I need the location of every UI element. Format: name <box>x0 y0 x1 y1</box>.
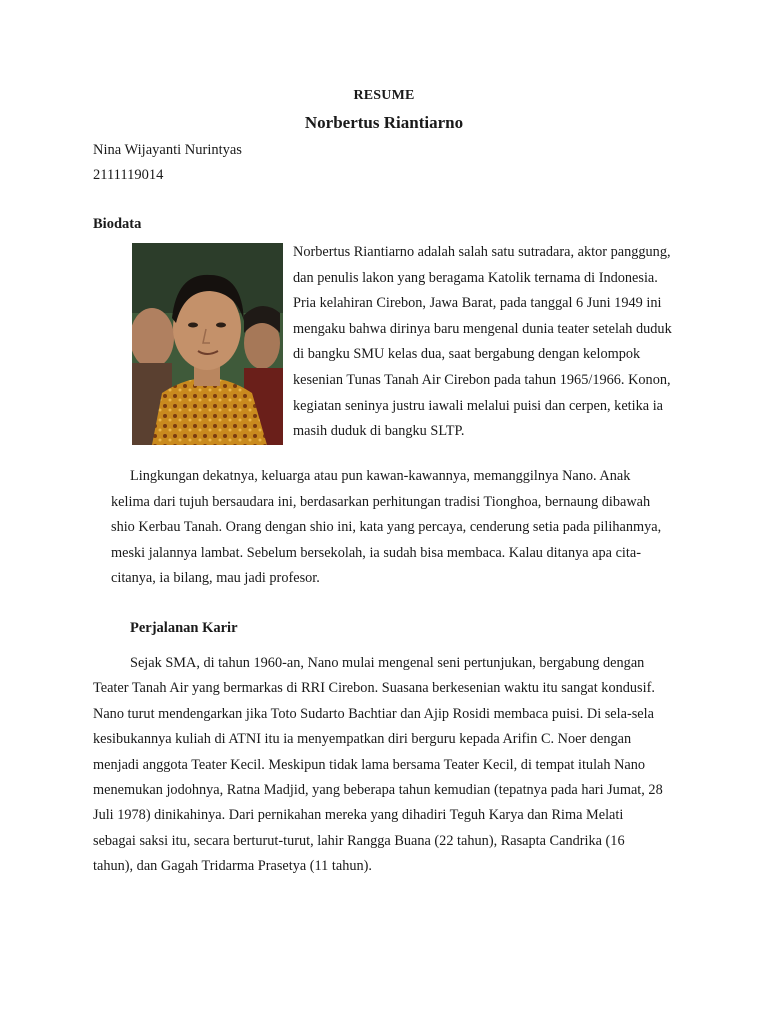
author-name: Nina Wijayanti Nurintyas <box>93 142 242 158</box>
biodata-paragraph-2: Lingkungan dekatnya, keluarga atau pun kawan-kawannya, memanggilnya Nano. Anak kelima dari tujuh bersaudara ini, berdasarkan perhitungan tradisi Tionghoa, bernaung dibawah shio Kerbau Tanah. Orang dengan shio ini, kata yang percaya, cenderung setia pada pilihanmya, meski jalannya lambat. Sebelum bersekolah, ia sudah bisa membaca. Kalau ditanya apa cita-citanya, ia bilang, mau jadi profesor. <box>111 468 662 587</box>
document-title: RESUME <box>353 88 415 103</box>
document-subtitle: Norbertus Riantiarno <box>304 113 464 132</box>
biodata-heading: Biodata <box>93 216 142 232</box>
biodata-paragraph-1: Norbertus Riantiarno adalah salah satu sutradara, aktor panggung, dan penulis lakon yang beragama Katolik ternama di Indonesia. Pria kelahiran Cirebon, Jawa Barat, pada tanggal 6 Juni 1949 ini mengaku bahwa dirinya baru mengenal dunia teater setelah duduk di bangku SMU kelas dua, saat bergabung dengan kelompok kesenian Tunas Tanah Air Cirebon pada tahun 1965/1966. Konon, kegiatan seninya justru iawali melalui puisi dan cerpen, ketika ia masih duduk di bangku SLTP. <box>293 244 672 440</box>
portrait-photo <box>132 243 283 445</box>
student-id: 2111119014 <box>93 167 164 183</box>
karir-heading: Perjalanan Karir <box>130 620 238 636</box>
karir-paragraph-1: Sejak SMA, di tahun 1960-an, Nano mulai mengenal seni pertunjukan, bergabung dengan Teater Tanah Air yang bermarkas di RRI Cirebon. Suasana berkesenian waktu itu sangat kondusif. Nano turut mendengarkan jika Toto Sudarto Bachtiar dan Ajip Rosidi membaca puisi. Di sela-sela kesibukannya kuliah di ATNI itu ia menyempatkan diri berguru kepada Arifin C. Noer dengan menjadi anggota Teater Kecil. Meskipun tidak lama bersama Teater Kecil, di tempat itulah Nano menemukan jodohnya, Ratna Madjid, yang beberapa tahun kemudian (tepatnya pada hari Jumat, 28 Juli 1978) dinikahinya. Dari pernikahan mereka yang dihadiri Teguh Karya dan Rima Melati sebagai saksi itu, secara berturut-turut, lahir Rangga Buana (22 tahun), Rasapta Candrika (16 tahun), dan Gagah Tridarma Prasetya (11 tahun). <box>93 655 663 875</box>
